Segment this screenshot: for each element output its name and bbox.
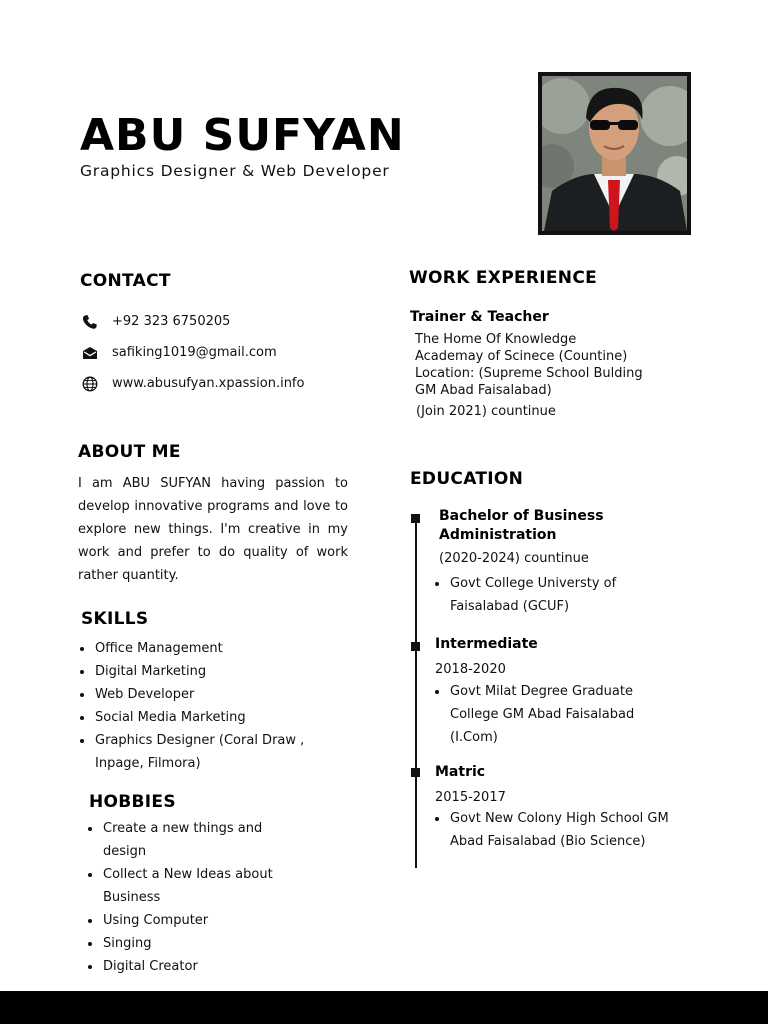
education-title-line: Bachelor of Business bbox=[439, 508, 604, 524]
profile-photo bbox=[538, 72, 691, 235]
phone-number: +92 323 6750205 bbox=[112, 314, 231, 329]
education-detail-list bbox=[433, 680, 668, 749]
list-item: Create a new things and design bbox=[86, 817, 306, 863]
portrait-image bbox=[542, 76, 687, 231]
contact-email bbox=[81, 344, 277, 361]
education-title: Matric bbox=[435, 764, 486, 780]
list-item: Graphics Designer (Coral Draw , Inpage, Filmora) bbox=[78, 729, 328, 775]
list-item: Web Developer bbox=[78, 683, 328, 706]
footer-bar bbox=[0, 991, 768, 1024]
list-item: Govt Milat Degree Graduate College GM Abad Faisalabad (I.Com) bbox=[433, 680, 668, 749]
education-title-line: Administration bbox=[439, 527, 557, 543]
contact-website bbox=[81, 375, 304, 392]
list-item: Collect a New Ideas about Business bbox=[86, 863, 306, 909]
list-item: Digital Marketing bbox=[78, 660, 328, 683]
timeline-marker bbox=[411, 768, 420, 777]
list-item: Govt College Universty of Faisalabad (GCUF) bbox=[433, 572, 638, 618]
hobbies-list bbox=[86, 817, 306, 978]
work-join: (Join 2021) countinue bbox=[416, 404, 556, 419]
education-period: (2020-2024) countinue bbox=[439, 551, 589, 566]
skills-heading: SKILLS bbox=[81, 609, 149, 629]
list-item: Using Computer bbox=[86, 909, 306, 932]
list-item: Govt New Colony High School GM Abad Faisalabad (Bio Science) bbox=[433, 807, 678, 853]
work-line: GM Abad Faisalabad) bbox=[415, 383, 552, 398]
phone-icon bbox=[81, 313, 98, 330]
work-details bbox=[415, 331, 643, 399]
timeline-marker bbox=[411, 642, 420, 651]
name-title: ABU SUFYAN bbox=[80, 110, 405, 161]
work-line: The Home Of Knowledge bbox=[415, 332, 577, 347]
education-heading: EDUCATION bbox=[410, 469, 524, 489]
education-period: 2015-2017 bbox=[435, 790, 506, 805]
education-title bbox=[439, 507, 604, 545]
timeline-line bbox=[415, 516, 417, 868]
work-title: Trainer & Teacher bbox=[410, 309, 549, 325]
email-address: safiking1019@gmail.com bbox=[112, 345, 277, 360]
education-detail-list bbox=[433, 807, 678, 853]
work-line: Location: (Supreme School Bulding bbox=[415, 366, 643, 381]
work-heading: WORK EXPERIENCE bbox=[409, 268, 598, 288]
job-role: Graphics Designer & Web Developer bbox=[80, 162, 390, 180]
about-heading: ABOUT ME bbox=[78, 442, 181, 462]
envelope-icon bbox=[81, 344, 98, 361]
about-text: I am ABU SUFYAN having passion to develop innovative programs and love to explore new things. I'm creative in my work and prefer to do quality of work rather quantity. bbox=[78, 476, 348, 583]
hobbies-heading: HOBBIES bbox=[89, 792, 176, 812]
education-detail-list bbox=[433, 572, 638, 618]
list-item: Digital Creator bbox=[86, 955, 306, 978]
list-item: Singing bbox=[86, 932, 306, 955]
work-line: Academay of Scinece (Countine) bbox=[415, 349, 628, 364]
education-period: 2018-2020 bbox=[435, 662, 506, 677]
contact-heading: CONTACT bbox=[80, 271, 171, 291]
list-item: Office Management bbox=[78, 637, 328, 660]
skills-list bbox=[78, 637, 328, 775]
globe-icon bbox=[81, 375, 98, 392]
list-item: Social Media Marketing bbox=[78, 706, 328, 729]
website-url: www.abusufyan.xpassion.info bbox=[112, 376, 305, 391]
education-title: Intermediate bbox=[435, 636, 538, 652]
contact-phone bbox=[81, 313, 230, 330]
timeline-marker bbox=[411, 514, 420, 523]
